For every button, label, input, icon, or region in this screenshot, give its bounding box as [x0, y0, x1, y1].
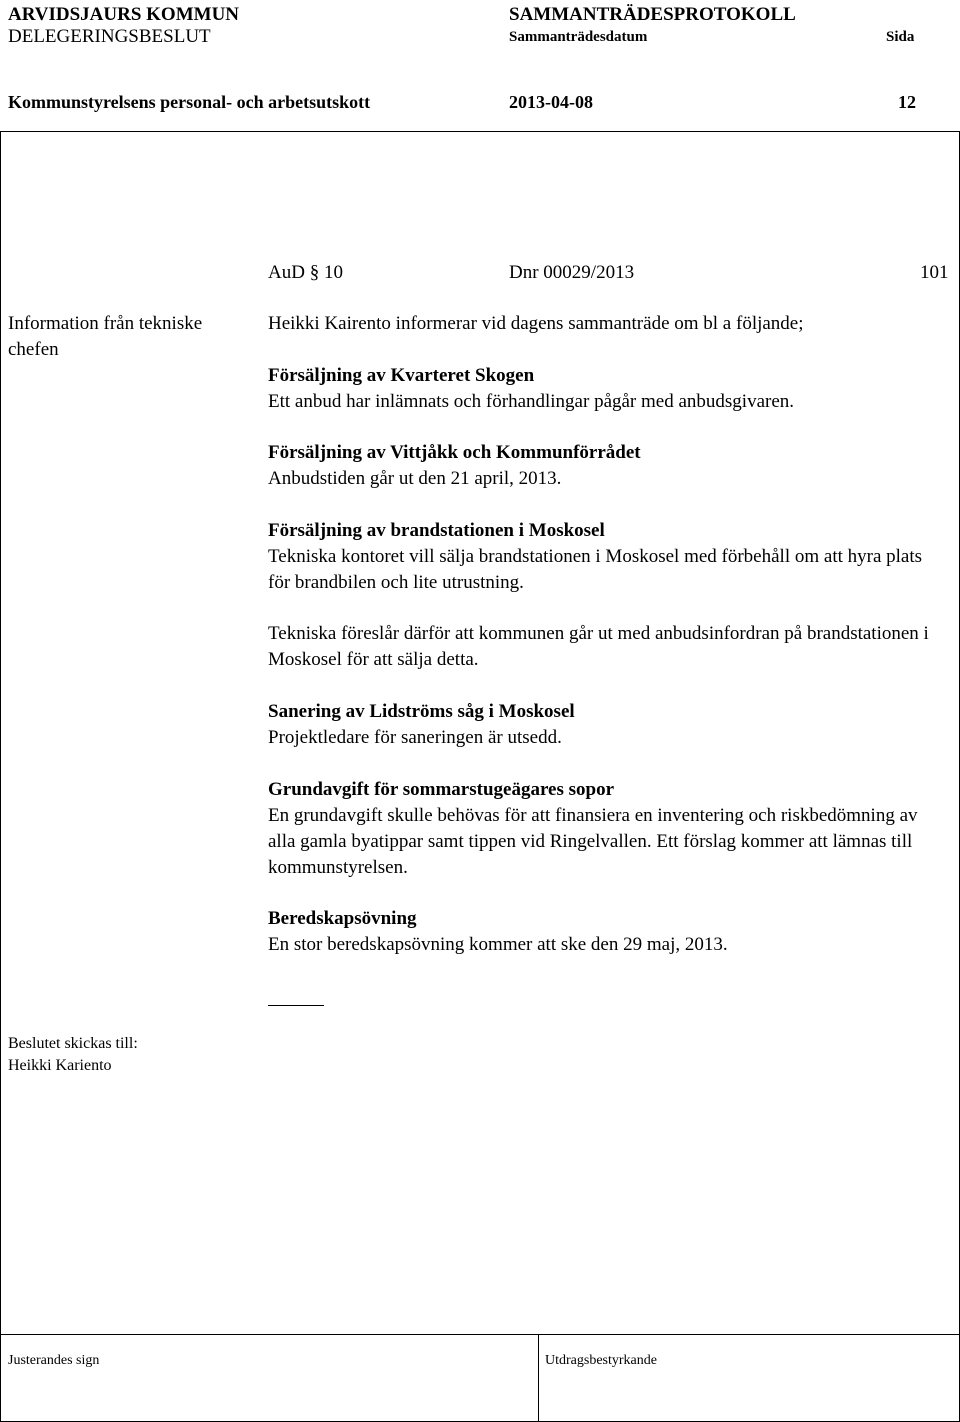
section-kvarteret-skogen	[268, 363, 948, 415]
section-heading: Försäljning av Vittjåkk och Kommunförrådet	[268, 442, 641, 463]
meeting-date: 2013-04-08	[509, 92, 593, 112]
section-heading: Försäljning av Kvarteret Skogen	[268, 365, 535, 386]
municipality-name: ARVIDSJAURS KOMMUN	[8, 4, 240, 25]
section-text: Tekniska kontoret vill sälja brandstationen i Moskosel med förbehåll om att hyra plats för brandbilen och lite utrustning.	[268, 546, 923, 593]
diary-number: Dnr 00029/2013	[509, 262, 635, 283]
certification-label: Utdragsbestyrkande	[545, 1353, 657, 1368]
section-text: En stor beredskapsövning kommer att ske den 29 maj, 2013.	[268, 934, 728, 955]
distribution-recipient: Heikki Kariento	[8, 1057, 112, 1074]
distribution-label: Beslutet skickas till:	[8, 1035, 138, 1052]
section-proposal	[268, 621, 948, 673]
committee-name: Kommunstyrelsens personal- och arbetsutskott	[8, 92, 371, 112]
page-label: Sida	[886, 29, 915, 45]
section-text: Projektledare för saneringen är utsedd.	[268, 727, 562, 748]
section-vittjakk	[268, 440, 948, 492]
sign-label: Justerandes sign	[8, 1353, 100, 1368]
footer-divider	[538, 1334, 539, 1422]
page-number: 12	[898, 92, 916, 112]
paragraph-number: AuD § 10	[268, 262, 343, 283]
date-label: Sammanträdesdatum	[509, 29, 648, 45]
section-beredskap	[268, 906, 948, 958]
protocol-title: SAMMANTRÄDESPROTOKOLL	[509, 4, 796, 25]
section-text: En grundavgift skulle behövas för att finansiera en inventering och riskbedömning av alla gamla byatippar samt tippen vid Ringelvallen. Ett förslag kommer att lämnas till kommunstyrelsen.	[268, 805, 918, 878]
end-rule	[268, 1005, 324, 1006]
section-text: Ett anbud har inlämnats och förhandlingar pågår med anbudsgivaren.	[268, 391, 795, 412]
section-grundavgift	[268, 777, 948, 881]
section-sanering	[268, 699, 948, 751]
left-border	[0, 131, 1, 1422]
subject-title: Information från tekniske chefen	[8, 313, 203, 360]
decision-type: DELEGERINGSBESLUT	[8, 26, 211, 47]
section-heading: Sanering av Lidströms såg i Moskosel	[268, 701, 575, 722]
section-heading: Beredskapsövning	[268, 908, 417, 929]
section-brandstationen	[268, 518, 948, 596]
section-text: Anbudstiden går ut den 21 april, 2013.	[268, 468, 562, 489]
section-heading: Grundavgift för sommarstugeägares sopor	[268, 779, 615, 800]
footer-rule	[0, 1334, 960, 1335]
top-rule	[0, 131, 960, 132]
section-heading: Försäljning av brandstationen i Moskosel	[268, 520, 605, 541]
archive-code: 101	[920, 262, 949, 283]
section-text: Tekniska föreslår därför att kommunen går ut med anbudsinfordran på brandstationen i Moskosel för att sälja detta.	[268, 623, 929, 670]
intro-text: Heikki Kairento informerar vid dagens sammanträde om bl a följande;	[268, 313, 804, 334]
